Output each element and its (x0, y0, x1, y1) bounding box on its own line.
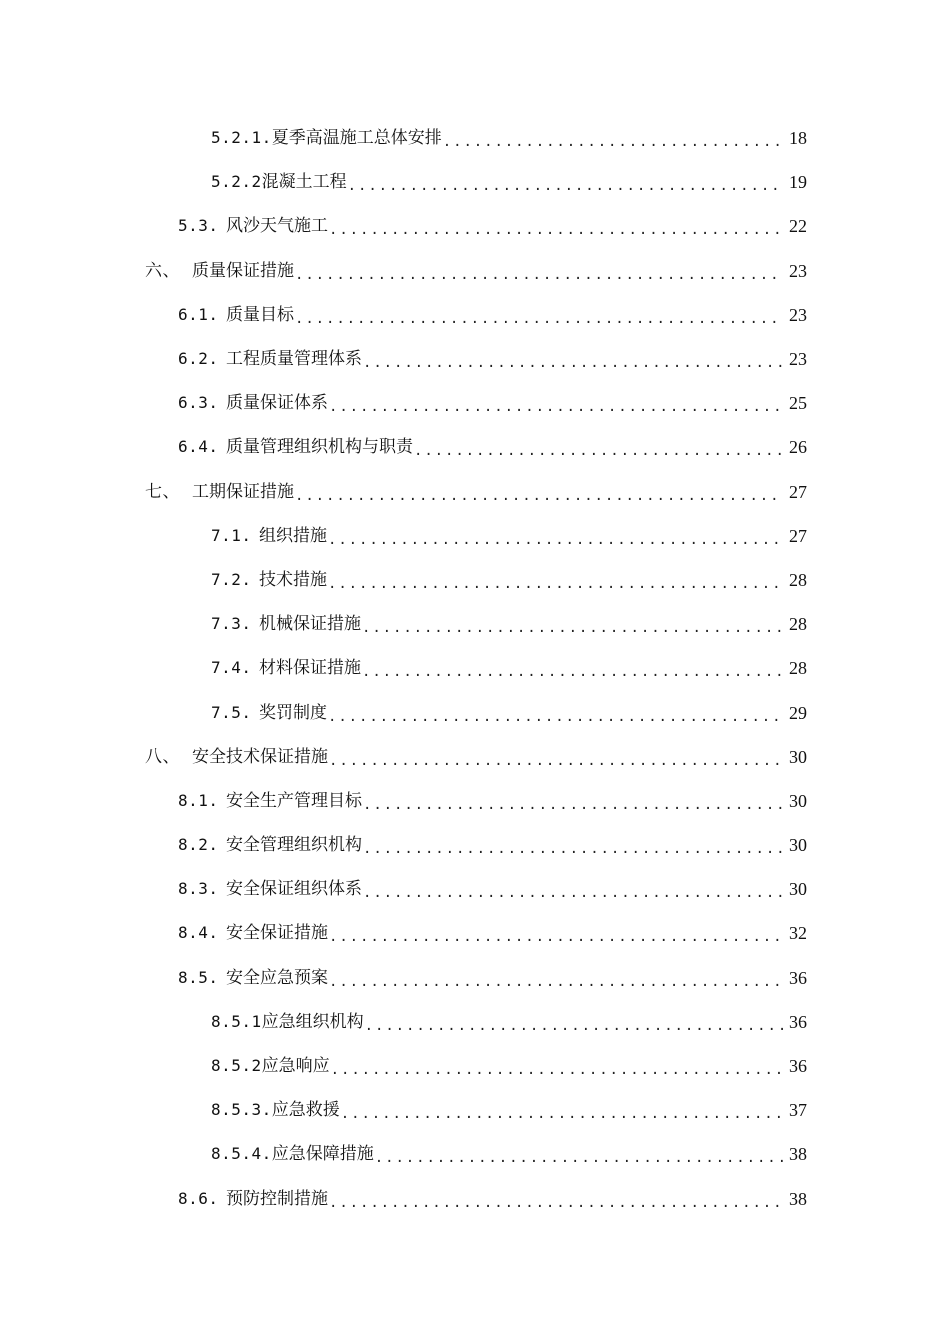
toc-entry[interactable] (0, 1132, 950, 1176)
toc-entry-page-number: 28 (789, 569, 807, 590)
toc-entry-page-number: 28 (789, 658, 807, 679)
toc-entry[interactable] (0, 558, 950, 602)
toc-entry-title: 混凝土工程 (261, 172, 347, 193)
toc-entry-title: 安全应急预案 (226, 967, 328, 988)
toc-entry[interactable] (0, 1000, 950, 1044)
toc-entry-line (178, 204, 807, 248)
toc-entry-line (211, 646, 807, 690)
toc-entry-line (211, 691, 807, 735)
toc-dot-leader (363, 867, 783, 911)
toc-entry[interactable] (0, 337, 950, 381)
toc-entry[interactable] (0, 1088, 950, 1132)
toc-entry-page-number: 30 (789, 790, 807, 811)
toc-entry-number: 7.3. (211, 614, 252, 634)
toc-entry-page-number: 26 (789, 437, 807, 458)
toc-entry-number: 8.5. (178, 967, 219, 987)
toc-entry-page-number: 23 (789, 260, 807, 281)
toc-dot-leader (295, 293, 783, 337)
toc-entry-number: 5.3. (178, 216, 219, 236)
toc-entry-page-number: 30 (789, 746, 807, 767)
toc-entry-number: 8.5.1 (211, 1011, 262, 1031)
toc-entry-page-number: 37 (789, 1100, 807, 1121)
toc-dot-leader (375, 1132, 783, 1176)
toc-entry-title: 质量目标 (226, 304, 294, 325)
toc-entry-number: 8.1. (178, 790, 219, 810)
toc-dot-leader (443, 116, 783, 160)
toc-entry-line (178, 293, 807, 337)
toc-entry[interactable] (0, 470, 950, 514)
toc-entry-page-number: 22 (789, 216, 807, 237)
toc-entry-number: 6.3. (178, 393, 219, 413)
toc-dot-leader (329, 1177, 783, 1221)
toc-entry-line (211, 1088, 807, 1132)
toc-entry-line (178, 867, 807, 911)
toc-entry[interactable] (0, 735, 950, 779)
toc-dot-leader (329, 381, 783, 425)
toc-entry-page-number: 36 (789, 967, 807, 988)
toc-dot-leader (329, 911, 783, 955)
toc-entry-page-number: 32 (789, 923, 807, 944)
toc-entry[interactable] (0, 381, 950, 425)
toc-entry[interactable] (0, 690, 950, 734)
toc-dot-leader (363, 337, 783, 381)
toc-dot-leader (328, 558, 783, 602)
toc-entry-page-number: 27 (789, 525, 807, 546)
toc-entry-number: 八、 (145, 746, 180, 767)
toc-entry-line (145, 470, 807, 514)
toc-dot-leader (328, 514, 783, 558)
toc-entry[interactable] (0, 1177, 950, 1221)
toc-entry-title: 安全生产管理目标 (226, 790, 362, 811)
toc-entry-line (178, 1177, 807, 1221)
toc-entry-number: 六、 (145, 260, 180, 281)
toc-dot-leader (331, 1044, 783, 1088)
toc-entry-line (211, 116, 807, 160)
toc-entry-number: 7.5. (211, 702, 252, 722)
toc-entry-title: 奖罚制度 (259, 702, 327, 723)
toc-entry[interactable] (0, 160, 950, 204)
toc-entry-line (178, 911, 807, 955)
toc-entry-title: 应急保障措施 (271, 1144, 374, 1165)
toc-entry-title: 材料保证措施 (259, 658, 361, 679)
toc-entry-title: 预防控制措施 (226, 1188, 328, 1209)
toc-entry-line (211, 1044, 807, 1088)
toc-entry-page-number: 30 (789, 835, 807, 856)
toc-entry-number: 8.2. (178, 835, 219, 855)
toc-entry-title: 工期保证措施 (192, 481, 294, 502)
toc-entry[interactable] (0, 293, 950, 337)
toc-entry-number: 6.2. (178, 349, 219, 369)
toc-entry-page-number: 38 (789, 1144, 807, 1165)
toc-entry-title: 工程质量管理体系 (226, 349, 362, 370)
toc-dot-leader (362, 602, 783, 646)
toc-entry-number: 7.2. (211, 569, 252, 589)
toc-entry-title: 应急救援 (271, 1100, 340, 1121)
toc-entry[interactable] (0, 602, 950, 646)
toc-dot-leader (365, 1000, 783, 1044)
toc-entry-title: 风沙天气施工 (226, 216, 328, 237)
toc-entry-page-number: 30 (789, 879, 807, 900)
toc-entry-number: 6.1. (178, 304, 219, 324)
toc-entry-number: 8.6. (178, 1188, 219, 1208)
toc-entry-title: 夏季高温施工总体安排 (271, 128, 442, 149)
toc-entry-page-number: 27 (789, 481, 807, 502)
toc-entry-title: 应急响应 (261, 1056, 330, 1077)
toc-entry[interactable] (0, 204, 950, 248)
toc-entry-page-number: 23 (789, 349, 807, 370)
toc-dot-leader (295, 470, 783, 514)
toc-entry-page-number: 18 (789, 128, 807, 149)
toc-entry-title: 安全技术保证措施 (192, 746, 328, 767)
toc-entry-line (178, 381, 807, 425)
toc-entry-number: 5.2.2 (211, 172, 262, 192)
toc-entry-page-number: 23 (789, 304, 807, 325)
toc-entry-line (211, 558, 807, 602)
toc-entry[interactable] (0, 116, 950, 160)
toc-entry[interactable] (0, 646, 950, 690)
toc-entry[interactable] (0, 956, 950, 1000)
toc-entry-number: 8.3. (178, 879, 219, 899)
toc-entry-page-number: 38 (789, 1188, 807, 1209)
toc-entry-line (178, 337, 807, 381)
toc-dot-leader (363, 779, 783, 823)
toc-entry-line (211, 1000, 807, 1044)
toc-entry-title: 安全保证组织体系 (226, 879, 362, 900)
toc-entry[interactable] (0, 911, 950, 955)
toc-entry-line (178, 779, 807, 823)
toc-entry-page-number: 36 (789, 1056, 807, 1077)
toc-entry-line (145, 249, 807, 293)
toc-entry-line (178, 823, 807, 867)
toc-entry-number: 6.4. (178, 437, 219, 457)
toc-entry-number: 8.5.4. (211, 1144, 272, 1164)
toc-dot-leader (328, 691, 783, 735)
toc-entry-page-number: 28 (789, 614, 807, 635)
toc-entry-line (211, 1132, 807, 1176)
toc-entry-number: 8.4. (178, 923, 219, 943)
toc-entry-title: 技术措施 (259, 569, 327, 590)
toc-entry-number: 5.2.1. (211, 128, 272, 148)
toc-dot-leader (414, 425, 783, 469)
toc-entry-line (211, 514, 807, 558)
toc-entry-line (145, 735, 807, 779)
toc-entry-line (211, 160, 807, 204)
toc-dot-leader (341, 1088, 783, 1132)
toc-dot-leader (295, 249, 783, 293)
table-of-contents (0, 116, 950, 1221)
toc-entry-number: 7.4. (211, 658, 252, 678)
toc-entry-title: 安全管理组织机构 (226, 835, 362, 856)
toc-entry[interactable] (0, 514, 950, 558)
toc-dot-leader (348, 160, 783, 204)
toc-entry-title: 安全保证措施 (226, 923, 328, 944)
toc-entry[interactable] (0, 867, 950, 911)
toc-entry-page-number: 29 (789, 702, 807, 723)
toc-entry-page-number: 19 (789, 172, 807, 193)
toc-entry-page-number: 25 (789, 393, 807, 414)
toc-entry-line (178, 425, 807, 469)
toc-dot-leader (362, 646, 783, 690)
toc-entry-page-number: 36 (789, 1011, 807, 1032)
toc-dot-leader (363, 823, 783, 867)
toc-entry-title: 质量管理组织机构与职责 (226, 437, 413, 458)
toc-entry-number: 七、 (145, 481, 180, 502)
toc-entry-title: 机械保证措施 (259, 614, 361, 635)
toc-dot-leader (329, 204, 783, 248)
toc-entry[interactable] (0, 249, 950, 293)
toc-entry-number: 8.5.3. (211, 1100, 272, 1120)
toc-entry-number: 7.1. (211, 525, 252, 545)
toc-entry[interactable] (0, 425, 950, 469)
toc-entry-line (178, 956, 807, 1000)
toc-entry[interactable] (0, 779, 950, 823)
toc-entry-title: 应急组织机构 (261, 1011, 364, 1032)
toc-dot-leader (329, 735, 783, 779)
toc-dot-leader (329, 956, 783, 1000)
toc-entry-line (211, 602, 807, 646)
toc-entry-title: 质量保证措施 (192, 260, 294, 281)
toc-entry[interactable] (0, 1044, 950, 1088)
toc-entry-number: 8.5.2 (211, 1056, 262, 1076)
toc-entry-title: 组织措施 (259, 525, 327, 546)
toc-entry[interactable] (0, 823, 950, 867)
toc-entry-title: 质量保证体系 (226, 393, 328, 414)
